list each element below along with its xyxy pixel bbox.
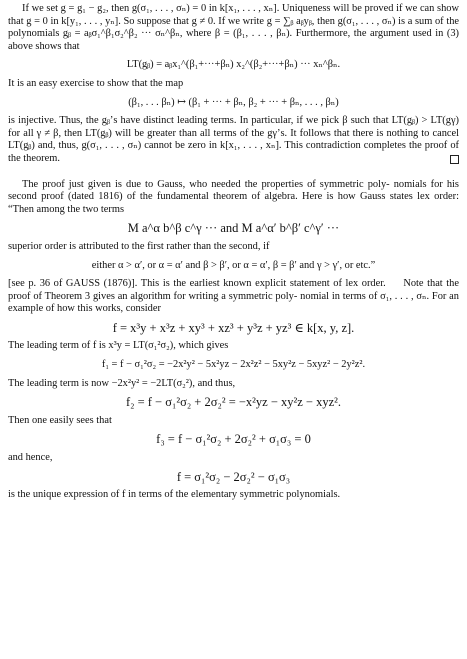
text-line: The proof just given is due to Gauss, who needed the properties of symmetric poly- <box>22 178 390 190</box>
paragraph-gauss <box>8 179 459 217</box>
equation-gauss-terms: M a^α b^β c^γ ··· and M a^α′ b^β′ c^γ′ ··· <box>127 221 340 236</box>
equation-map: (β₁, . . . βₙ) ↦ (β₁ + ··· + βₙ, β₂ + ··· + βₙ, . . . , βₙ) <box>128 96 339 108</box>
equation-f3: f₃ = f − σ₁²σ₂ + 2σ₂² + σ₁σ₃ = 0 <box>156 432 311 447</box>
paragraph-injective <box>8 115 459 165</box>
end-of-proof-icon <box>450 155 459 164</box>
paragraph-hence: and hence, <box>8 452 53 464</box>
text-line: nomials for his second proof (dated 1816) of the fundamental theorem of algebra. Here <box>8 178 459 203</box>
text-line: that LT(gᵦ) > LT(gγ) for all γ ≠ β, then LT(gᵦ) will be greater than all terms of the <box>8 115 460 139</box>
equation-f2: f₂ = f − σ₁²σ₂ + 2σ₂² = −x²yz − xy²z − xyz². <box>125 395 342 410</box>
text-line: If we set g = g₁ − g₂, then g(σ₁, . . . , σₙ) = 0 in k[x₁, . . . , xₙ]. Uniqueness will be <box>22 3 362 14</box>
equation-f: f = x³y + x³z + xy³ + xz³ + y³z + yz³ ∈ k[x, y, z]. <box>112 320 355 335</box>
text-line: where β = (β₁, . . . , βₙ). Furthermore, the argument used in (3) above shows that <box>8 28 459 52</box>
paragraph-leading-term-f: The leading term of f is x³y = LT(σ₁²σ₂), which gives <box>8 340 229 352</box>
equation-final: f = σ₁²σ₂ − 2σ₂² − σ₁σ₃ <box>176 469 291 484</box>
paragraph-superior-order: superior order is attributed to the first rather than the second, if <box>8 240 270 252</box>
paragraph-conclusion: is the unique expression of f in terms of the elementary symmetric polynomials. <box>8 489 341 501</box>
paragraph-leading-term-now: The leading term is now −2x²y² = −2LT(σ₂²), and thus, <box>8 377 236 389</box>
paragraph-algorithm <box>8 278 459 316</box>
paragraph-then: Then one easily sees that <box>8 414 112 426</box>
paragraph-exercise: It is an easy exercise to show that the map <box>8 77 184 89</box>
text-line: proved if we can show that g = 0 in k[y₁, . . . , yₙ]. So suppose that g ≠ 0. If we write <box>8 3 459 27</box>
equation-f1: f₁ = f − σ₁²σ₂ = −2x²y² − 5x²yz − 2x²z² − 5xy²z − 5xyz² − 2y²z². <box>101 359 366 371</box>
paragraph-uniqueness <box>8 3 459 53</box>
text-line: [see p. 36 of GAUSS (1876)]. This is the earliest known explicit statement of lex order. <box>8 278 386 290</box>
text-line: nomial in terms of σ₁, . . . , σₙ. For an example of how this works, consider <box>8 290 459 315</box>
text-line: g = ∑ᵦ aᵦyᵦ, then g(σ₁, . . . , σₙ) is a sum of the polynomials gᵦ = aᵦσ₁^β₁σ₂^β₂ ··· σₙ^βₙ, <box>8 15 460 40</box>
equation-lex-conditions: either α > α′, or α = α′ and β > β′, or α = α′, β = β′ and γ > γ′, or etc.” <box>91 259 376 271</box>
text-line: be zero in k[x₁, . . . , xₙ]. This contradiction completes the proof of the theorem. <box>8 140 459 164</box>
equation-leading-term: LT(gᵦ) = aᵦx₁^(β₁+···+βₙ) x₂^(β₂+···+βₙ) ··· xₙ^βₙ. <box>126 59 341 71</box>
text-line: Note that the proof of Theorem 3 gives an algorithm for writing a symmetric poly- <box>8 278 459 302</box>
text-line: gγ’s. It follows that there is nothing to cancel LT(gᵦ) and, thus, g(σ₁, . . . , σₙ) cannot <box>8 127 459 152</box>
text-line: is how Gauss states lex order: “Then among the two terms <box>8 191 459 215</box>
text-line: is injective. Thus, the gᵦ’s have distinct leading terms. In particular, if we pick β such <box>8 115 370 127</box>
